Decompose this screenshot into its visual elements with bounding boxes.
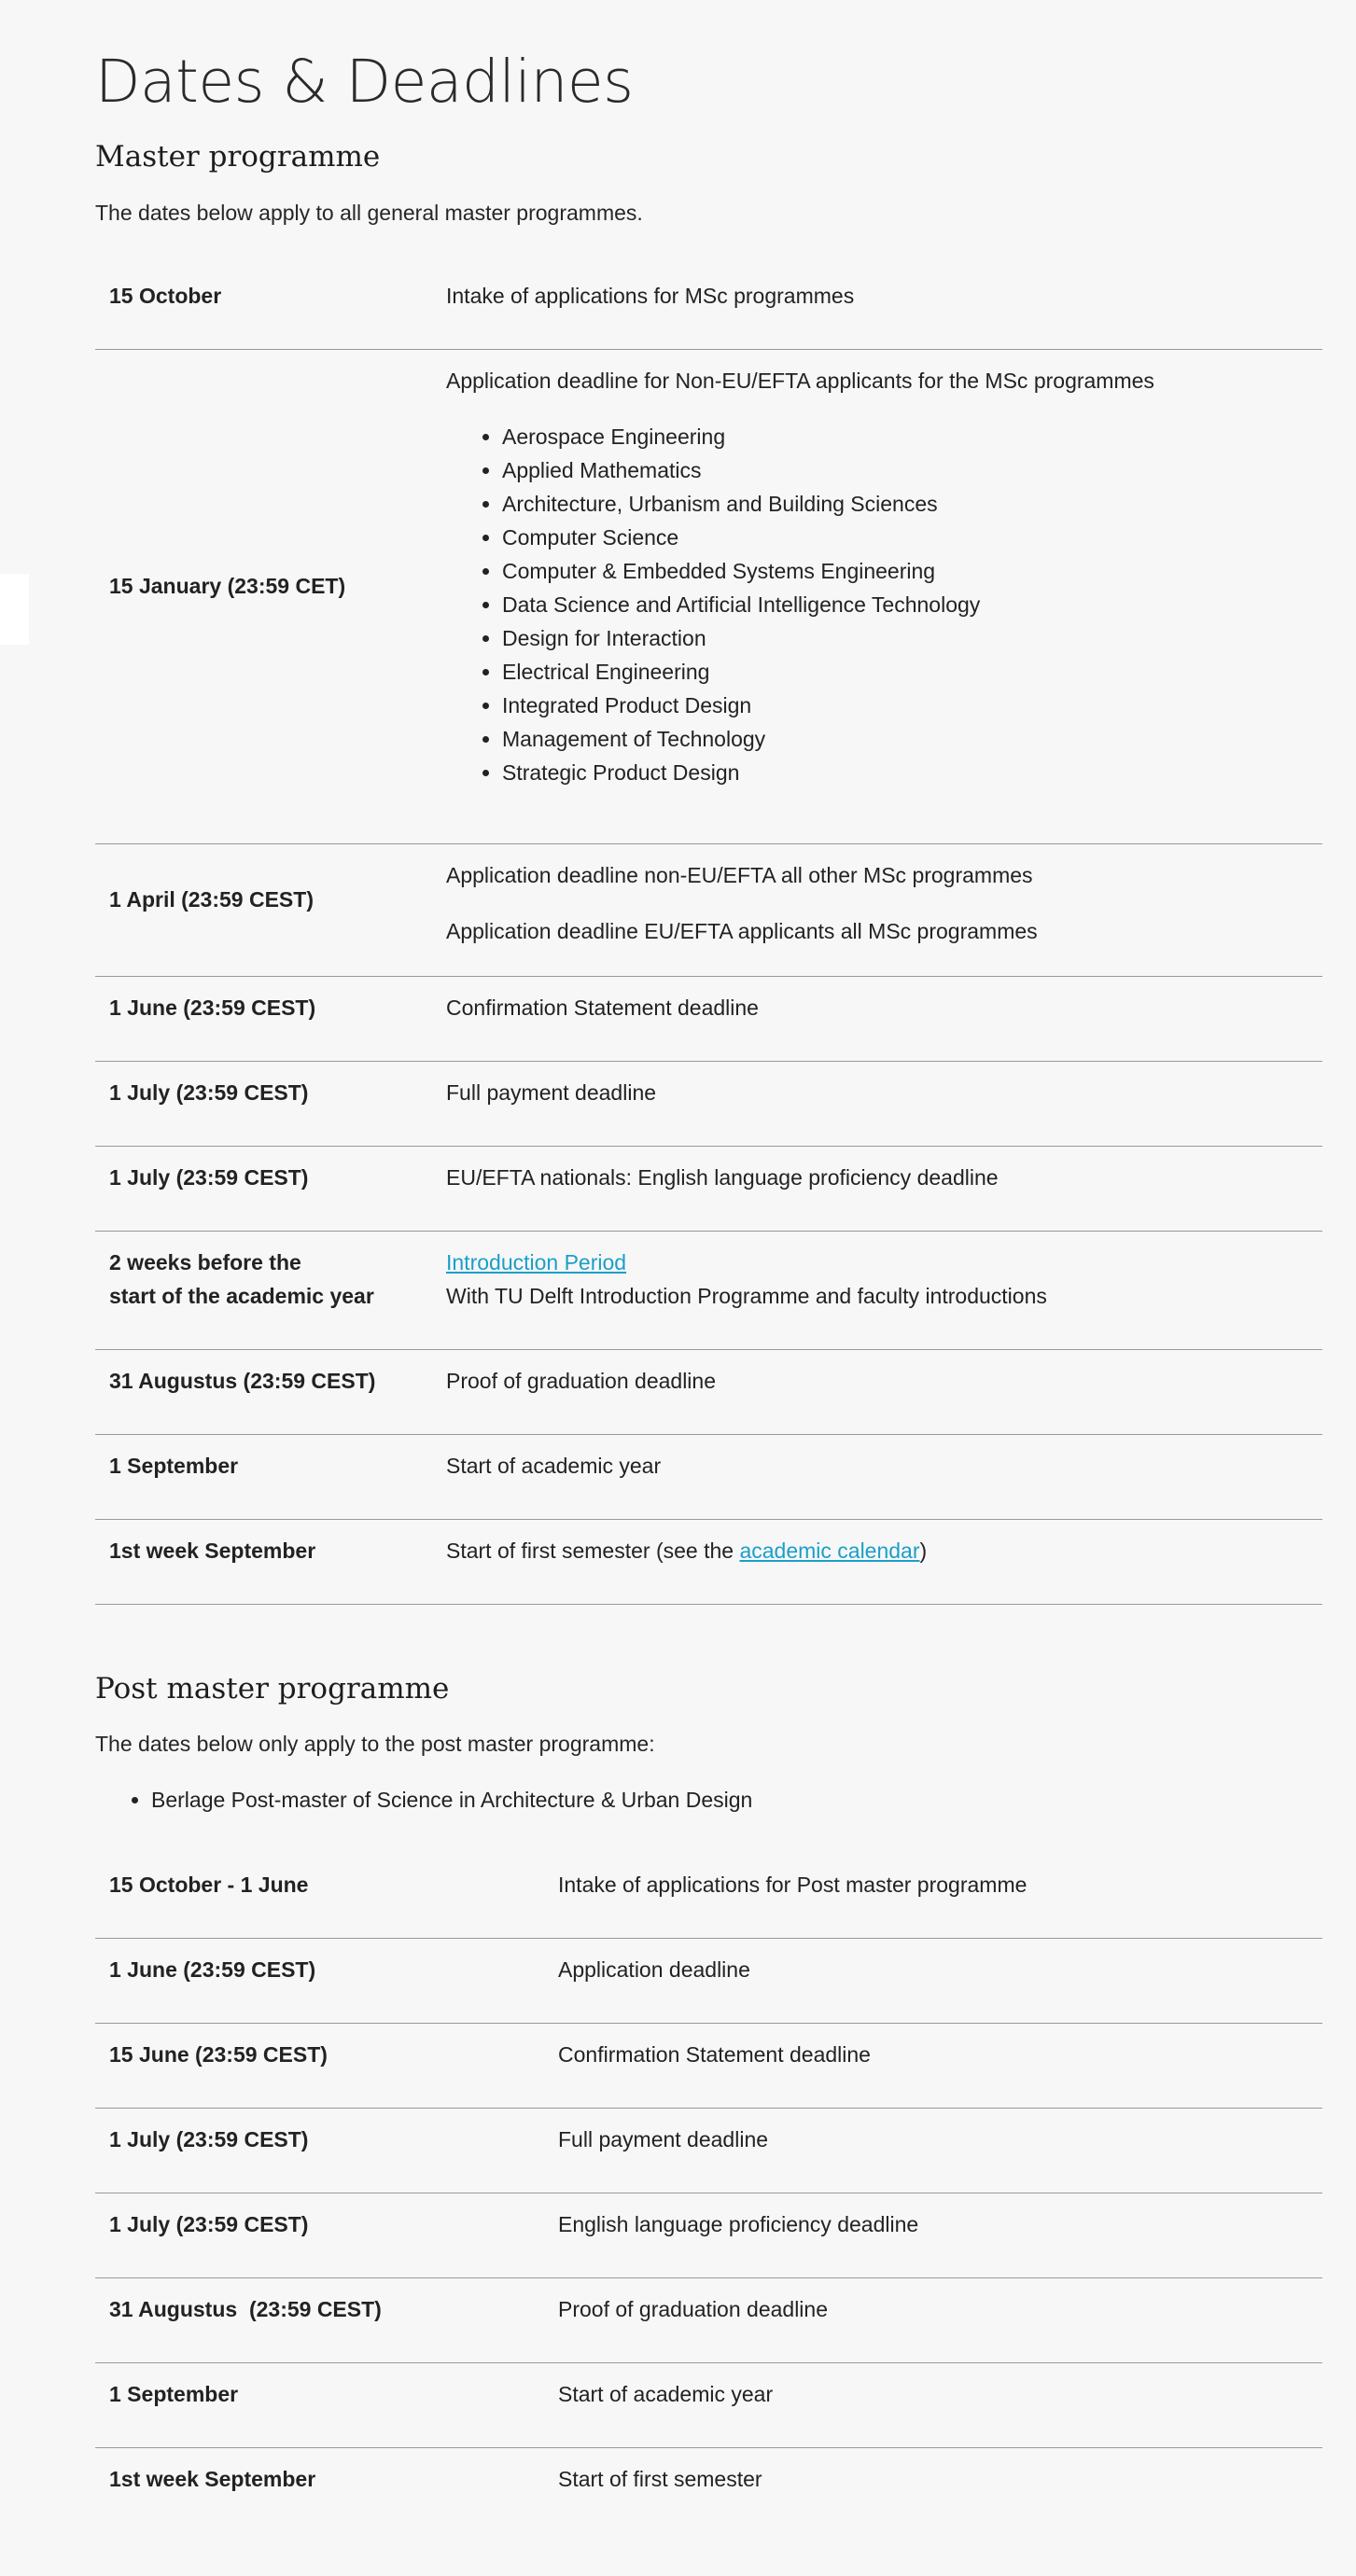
date-cell: 31 Augustus (23:59 CEST)	[95, 1350, 445, 1435]
table-row	[95, 977, 1322, 1062]
date-cell: 15 January (23:59 CET)	[95, 350, 445, 844]
date-cell: 1 June (23:59 CEST)	[95, 1939, 557, 2024]
table-row	[95, 2363, 1322, 2448]
date-cell: 1 July (23:59 CEST)	[95, 1147, 445, 1232]
page-title: Dates & Deadlines	[95, 48, 634, 116]
description-cell: Application deadline for Non-EU/EFTA applicants for the MSc programmes • Aerospace Engineering • Applied Mathematics • Architecture, Urbanism and Building Sciences • Computer Science • Computer & Embedded Systems Engineering • Data Science and Artificial Intelligence Technology • Design for Interaction • Electrical Engineering • Integrated Product Design • Management of Technology • Strategic Product Design	[445, 350, 1322, 844]
description-cell: Intake of applications for Post master programme	[558, 1873, 1027, 1897]
master-dates-table	[95, 265, 1322, 1605]
table-row	[95, 2448, 1322, 2533]
date-cell: 15 June (23:59 CEST)	[95, 2024, 557, 2109]
list-item: • Strategic Product Design	[502, 756, 1321, 789]
list-item: • Applied Mathematics	[502, 453, 1321, 487]
table-row	[95, 2109, 1322, 2193]
table-row	[95, 1232, 1322, 1350]
list-item: • Architecture, Urbanism and Building Sciences	[502, 487, 1321, 521]
description-cell: Confirmation Statement deadline	[445, 977, 1322, 1062]
description-cell: Confirmation Statement deadline	[557, 2024, 1322, 2109]
introduction-period-link[interactable]: Introduction Period	[446, 1250, 627, 1274]
table-row	[95, 844, 1322, 977]
table-row	[95, 265, 1322, 350]
date-cell: 2 weeks before the start of the academic year	[95, 1232, 445, 1350]
description-cell: Start of first semester (see the academic calendar)	[445, 1520, 1322, 1605]
description-cell: Proof of graduation deadline	[557, 2278, 1322, 2363]
date-cell: 15 October - 1 June	[109, 1873, 309, 1897]
description-cell: Intake of applications for MSc programmes	[446, 284, 855, 308]
date-cell: 15 October	[109, 284, 222, 308]
description-cell: English language proficiency deadline	[557, 2193, 1322, 2278]
table-row	[95, 1520, 1322, 1605]
description-cell: EU/EFTA nationals: English language proficiency deadline	[445, 1147, 1322, 1232]
list-item: • Berlage Post-master of Science in Architecture & Urban Design	[151, 1783, 1322, 1817]
table-row	[95, 2024, 1322, 2109]
table-row	[95, 2193, 1322, 2278]
description-cell: Start of academic year	[445, 1435, 1322, 1520]
date-cell: 1 June (23:59 CEST)	[95, 977, 445, 1062]
programme-list	[446, 420, 1321, 789]
date-cell: 1 April (23:59 CEST)	[95, 844, 445, 977]
description-cell: Application deadline	[557, 1939, 1322, 2024]
table-row	[95, 1062, 1322, 1147]
table-row	[95, 1435, 1322, 1520]
list-item: • Design for Interaction	[502, 621, 1321, 655]
description-cell: Full payment deadline	[557, 2109, 1322, 2193]
description-cell: Proof of graduation deadline	[445, 1350, 1322, 1435]
page-content	[95, 0, 1322, 2532]
post-master-programme-heading: Post master programme	[95, 1672, 450, 1706]
description-cell: Full payment deadline	[445, 1062, 1322, 1147]
description-cell: Start of first semester	[557, 2448, 1322, 2533]
list-item: • Computer & Embedded Systems Engineering	[502, 554, 1321, 588]
master-programme-heading: Master programme	[95, 140, 381, 174]
side-feedback-tab[interactable]	[0, 574, 29, 645]
date-cell: 31 Augustus (23:59 CEST)	[95, 2278, 557, 2363]
description-cell: Application deadline non-EU/EFTA all other MSc programmes Application deadline EU/EFTA applicants all MSc programmes	[445, 844, 1322, 977]
table-row	[95, 1939, 1322, 2024]
master-programme-intro: The dates below apply to all general master programmes.	[95, 201, 643, 225]
date-cell: 1 July (23:59 CEST)	[95, 2109, 557, 2193]
list-item: • Integrated Product Design	[502, 689, 1321, 722]
list-item: • Data Science and Artificial Intelligence Technology	[502, 588, 1321, 621]
date-cell: 1 September	[95, 2363, 557, 2448]
date-cell: 1 July (23:59 CEST)	[95, 1062, 445, 1147]
table-row	[95, 1854, 1322, 1939]
table-row	[95, 1350, 1322, 1435]
table-row	[95, 350, 1322, 844]
date-cell: 1 July (23:59 CEST)	[95, 2193, 557, 2278]
post-master-programme-intro: The dates below only apply to the post master programme:	[95, 1732, 655, 1756]
list-item: • Management of Technology	[502, 722, 1321, 756]
description-cell: Introduction Period With TU Delft Introduction Programme and faculty introductions	[445, 1232, 1322, 1350]
table-row	[95, 2278, 1322, 2363]
academic-calendar-link[interactable]: academic calendar	[739, 1539, 920, 1563]
description-cell: Start of academic year	[557, 2363, 1322, 2448]
post-master-programme-list	[95, 1783, 1322, 1817]
date-cell: 1st week September	[95, 2448, 557, 2533]
list-item: • Computer Science	[502, 521, 1321, 554]
post-master-dates-table	[95, 1854, 1322, 2532]
list-item: • Electrical Engineering	[502, 655, 1321, 689]
list-item: • Aerospace Engineering	[502, 420, 1321, 453]
date-cell: 1 September	[95, 1435, 445, 1520]
table-row	[95, 1147, 1322, 1232]
date-cell: 1st week September	[95, 1520, 445, 1605]
